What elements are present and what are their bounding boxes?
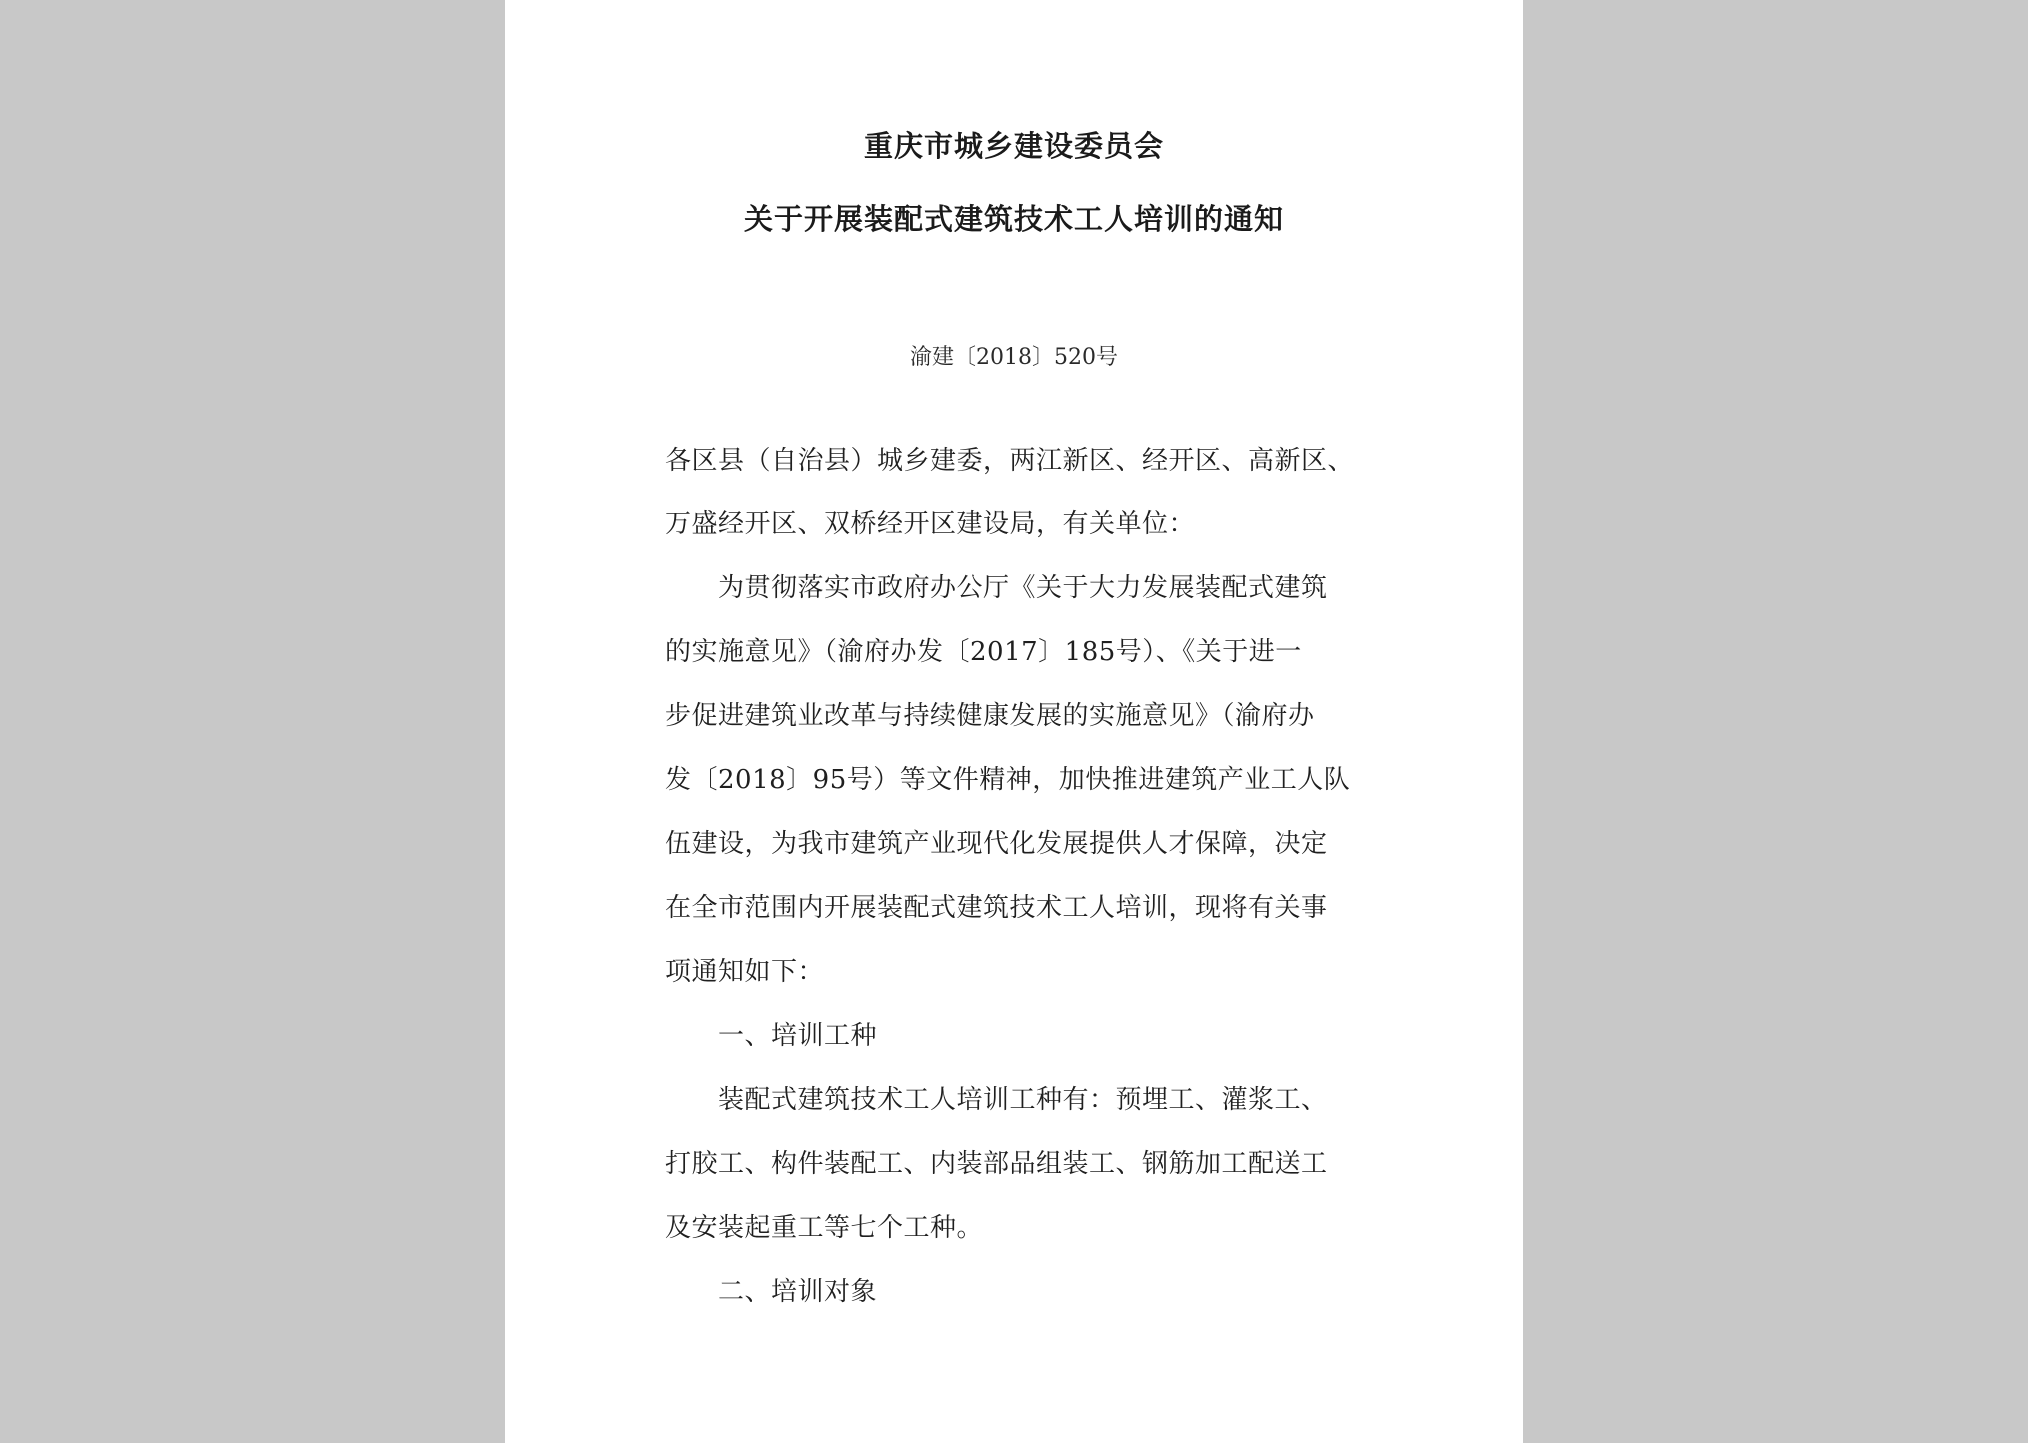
title-issuer: 重庆市城乡建设委员会 (863, 129, 1164, 163)
body-line: 步促进建筑业改革与持续健康发展的实施意见》（渝府办 (665, 701, 1315, 731)
body-line: 发〔2018〕95号）等文件精神，加快推进建筑产业工人队 (665, 765, 1351, 795)
section-line: 装配式建筑技术工人培训工种有：预埋工、灌浆工、 (718, 1085, 1328, 1115)
title-subject: 关于开展装配式建筑技术工人培训的通知 (743, 202, 1284, 236)
body-line: 为贯彻落实市政府办公厅《关于大力发展装配式建筑 (718, 573, 1328, 603)
document-number: 渝建〔2018〕520号 (910, 345, 1118, 370)
section-line: 打胶工、构件装配工、内装部品组装工、钢筋加工配送工 (665, 1149, 1328, 1179)
body-line: 伍建设，为我市建筑产业现代化发展提供人才保障，决定 (665, 829, 1328, 859)
body-line: 的实施意见》（渝府办发〔2017〕185号）、《关于进一 (665, 637, 1302, 667)
body-line: 项通知如下： (665, 957, 825, 987)
section-heading: 一、培训工种 (718, 1021, 878, 1051)
addressee-line: 各区县（自治县）城乡建委，两江新区、经开区、高新区、 (665, 446, 1355, 476)
document-page (505, 0, 1523, 1443)
section-line: 及安装起重工等七个工种。 (665, 1213, 984, 1243)
body-line: 在全市范围内开展装配式建筑技术工人培训，现将有关事 (665, 893, 1328, 923)
section-heading: 二、培训对象 (718, 1277, 878, 1307)
addressee-line: 万盛经开区、双桥经开区建设局，有关单位： (665, 509, 1196, 539)
